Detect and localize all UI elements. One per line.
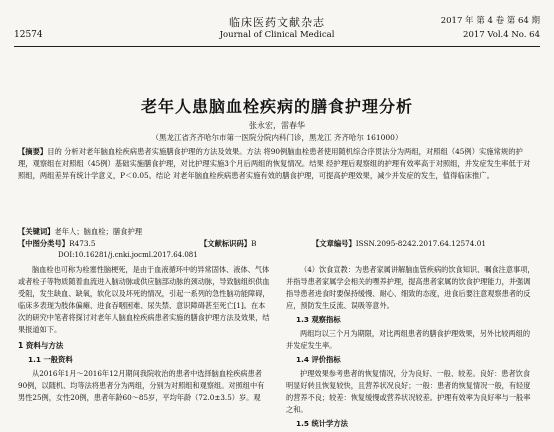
right-column: [286, 264, 536, 432]
authors: 张永宏，雷春华: [249, 121, 305, 130]
subsection-heading: 1.3 观察指标: [296, 315, 341, 324]
evaluation-paragraph: 护理效果参考患者的恢复情况，分为良好、一般、较差。良好：患者饮食明显好转且恢复较快，且营养状况良好；一般：患者的恢复情况一般，有轻度的营养不良；较差：恢复缓慢或营养状况较差。护理有效率为良好率与一般率之和。: [286, 369, 531, 414]
general-info-paragraph: 从2016年1月～2016年12月期间我院收治的患者中选择脑血栓疾病患者90例，以随机、均等法将患者分为两组，分别为对照组和观察组。对照组中有男性25例，女性20例，患者年龄60～85岁，平均年龄（72.0±3.5）岁。观: [18, 369, 265, 402]
cls-value: R473.5: [69, 239, 96, 248]
classification: [18, 239, 95, 249]
doi: DOI:10.16281/j.cnki.jocml.2017.64.081: [58, 251, 198, 259]
keywords: [18, 227, 142, 237]
intro-paragraph: 脑血栓也可称为栓塞性脑梗死，是由于血液循环中的异常固体、液体、气体或者栓子等物质随着血流进入脑动脉或供应脑部动脉的颈动脉，导致脑组织供血受阻，发生缺血、缺氧，软化以及坏死的情况，引起一系列的急性脑功能障碍，临床多表现为肢体偏瘫、进食吞咽困难、尿失禁、意识障碍甚至死亡[1]。在本次的研究中笔者将探讨对老年人脑血栓疾病患者实施的膳食护理方法及效果，结果报道如下。: [18, 265, 270, 334]
doc-value: B: [251, 239, 257, 248]
subsection-heading: 1.1 一般资料: [28, 355, 73, 364]
page-number: 12574: [14, 30, 43, 40]
art-label: 【文章编号】: [312, 239, 356, 248]
journal-title-en: Journal of Clinical Medical: [219, 30, 335, 40]
article-number: [312, 239, 486, 249]
diet-education-paragraph: （4）饮食宣教：为患者家属讲解脑血管疾病的饮食知识、嘱食注意事项，并指导患者家属学会相关的嘿养护理，提高患者家属的饮食护理能力，并强调指导患者进食时要保持缓慢、耐心、细致的态度，进食后要注意观察患者的反应，预防发生反流、误吸等意外。: [286, 265, 535, 310]
subsection-heading: 1.4 评价指标: [296, 355, 341, 364]
abstract-text: 目的 分析对老年脑血栓疾病患者实施膳食护理的方法及效果。方法 将90例脑血栓患者使用随机综合序贯法分为两组，对照组（45例）实施常规的护理，观察组在对照组（45例）基础实施膳食护理，对比护理实施3个月后两组的恢复情况。结果 经护理后观察组的护理有效率高于对照组，并发症发生率低于对照组，两组差异有统计学意义，P＜0.05。结论 对老年脑血栓疾病患者实施有效的膳食护理，可提高护理效果，减少并发症的发生，值得临床推广。: [18, 147, 531, 180]
volume-en: 2017 Vol.4 No. 64: [463, 30, 540, 40]
keywords-text: 老年人；脑血栓；膳食护理: [54, 227, 143, 236]
abstract-label: 【摘要】: [18, 147, 48, 156]
art-value: ISSN.2095-8242.2017.64.12574.01: [355, 239, 487, 248]
cls-label: 【中图分类号】: [18, 239, 70, 248]
section-heading: 1 资料与方法: [18, 341, 64, 350]
journal-title-cn: 临床医药文献杂志: [229, 16, 325, 29]
left-column: [18, 264, 270, 404]
observation-paragraph: 两组均以三个月为期限，对比两组患者的膳食护理效果，另外比较两组的并发症发生率。: [286, 329, 531, 350]
journal-header: [14, 10, 540, 47]
volume-cn: 2017 年 第 4 卷 第 64 期: [440, 16, 540, 26]
doc-code: [200, 239, 256, 249]
doc-label: 【文献标识码】: [200, 239, 252, 248]
affiliation: （黑龙江省齐齐哈尔市第一医院分院内科门诊，黑龙江 齐齐哈尔 161000）: [151, 133, 403, 142]
keywords-label: 【关键词】: [18, 227, 55, 236]
subsection-heading: 1.5 统计学方法: [296, 419, 348, 428]
article-title: 老年人患脑血栓疾病的膳食护理分析: [140, 97, 413, 116]
abstract: [18, 146, 536, 182]
